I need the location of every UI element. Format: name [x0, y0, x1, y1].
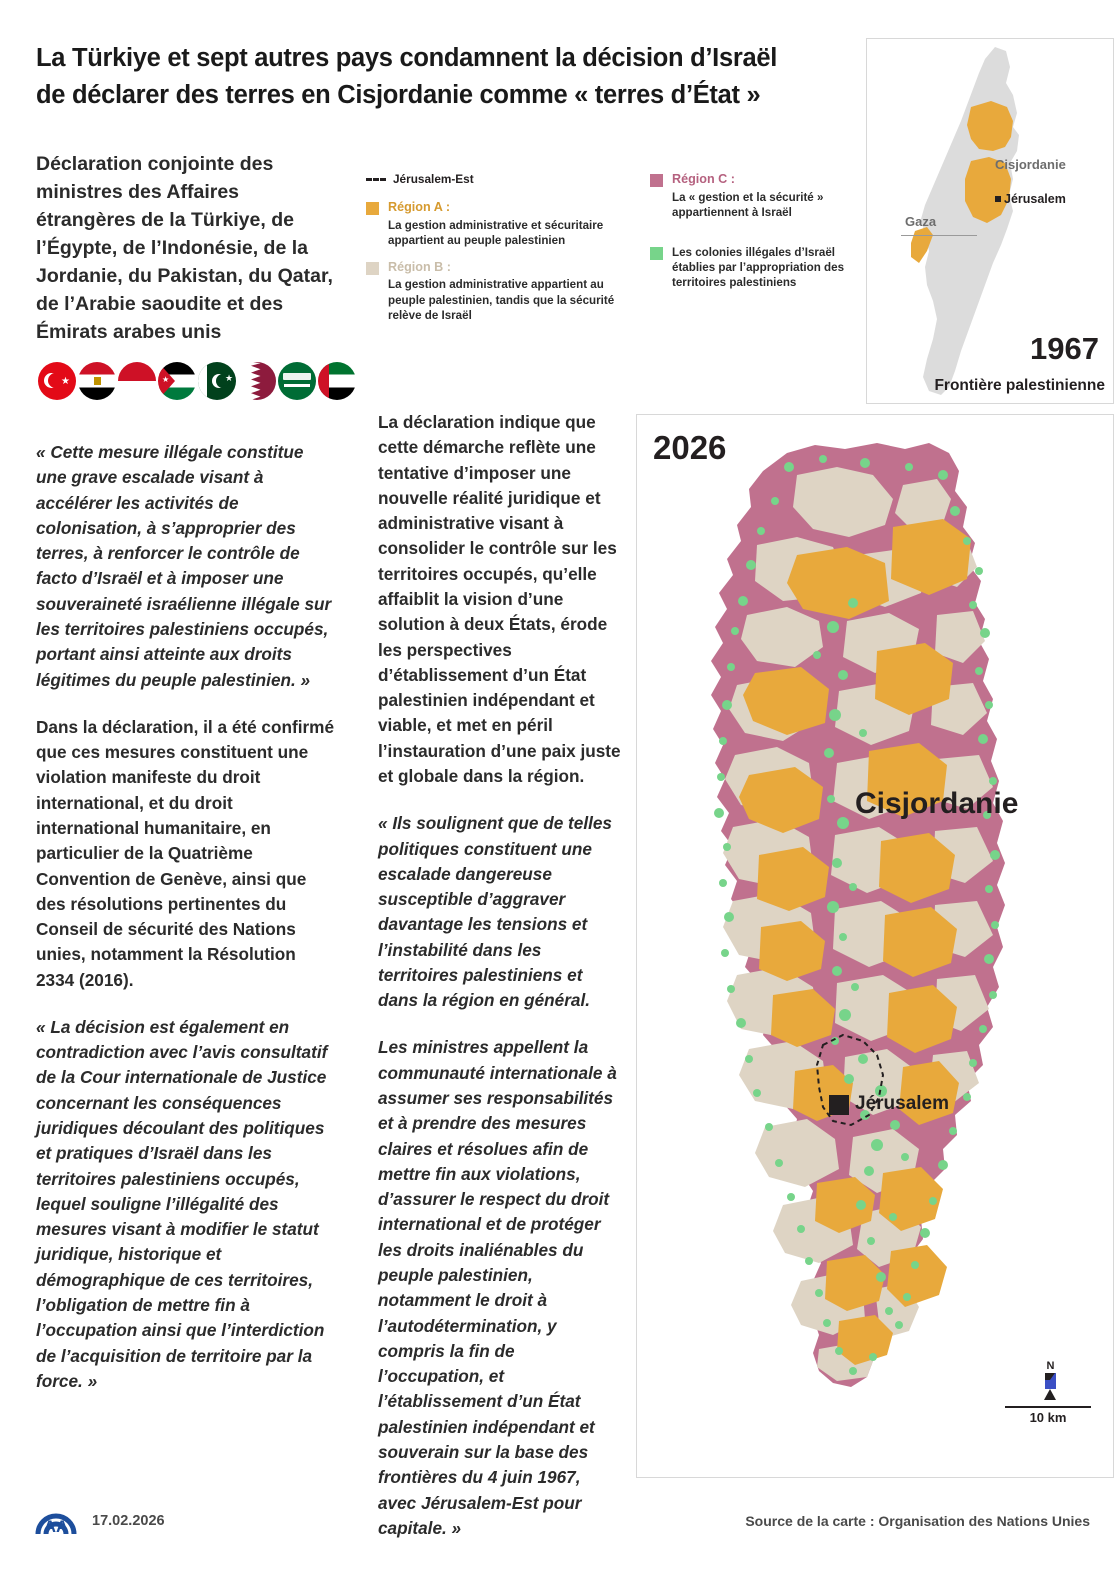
inset-caption: Frontière palestinienne [934, 377, 1105, 394]
publication-date: 17.02.2026 [92, 1513, 165, 1529]
inset-label-jerusalem: Jérusalem [1004, 192, 1066, 206]
anadolu-agency-logo [34, 1494, 78, 1538]
legend-item-region-b [366, 260, 636, 324]
map-jerusalem-marker-icon [829, 1095, 849, 1115]
saudi-arabia-flag [278, 362, 316, 400]
paragraph-mid-3: Les ministres appellent la communauté internationale à assumer ses responsabilités et à prendre des mesures claires et résolues afin de mettre fin aux violations, d’assurer le respect du droit international et de protéger les droits inaliénables du peuple palestinien, notamment le droit à l’autodétermination, y compris la fin de l’occupation, et l’établissement d’un État palestinien indépendant et souverain sur la base des frontières du 4 juin 1967, avec Jérusalem-Est pour capitale. » [378, 1037, 617, 1538]
legend-item-colonies [650, 245, 855, 291]
intro-text: Déclaration conjointe des ministres des Affaires étrangères de la Türkiye, de l’Égypte, de l’Indonésie, de la Jordanie, du Pakistan, du Qatar, de l’Arabie saoudite et des Émirats arabes unis [36, 153, 333, 344]
legend-desc-region-c: La « gestion et la sécurité » appartiennent à Israël [672, 190, 824, 220]
scale-bar-line [1005, 1406, 1091, 1408]
map-year-label: 2026 [653, 429, 727, 466]
scale-bar-label: 10 km [1029, 1410, 1067, 1425]
page-title-line-1: La Türkiye et sept autres pays condamnent la décision d’Israël [36, 44, 777, 72]
country-flags-row [38, 362, 356, 400]
dashed-line-icon [366, 178, 386, 181]
legend-desc-colonies: Les colonies illégales d’Israël établies par l’appropriation des territoires palestiniens [672, 245, 845, 290]
page-title [36, 40, 856, 114]
uae-flag [318, 362, 356, 400]
inset-label-gaza: Gaza [905, 214, 937, 229]
map-label-cisjordanie: Cisjordanie [855, 787, 1019, 820]
text-column-middle [378, 410, 623, 1563]
page-title-line-2: de déclarer des terres en Cisjordanie comme « terres d’État » [36, 80, 761, 109]
legend-item-region-c [650, 172, 855, 221]
legend-desc-region-b: La gestion administrative appartient au peuple palestinien, tandis que la sécurité relève de Israël [388, 278, 615, 323]
indonesia-flag [118, 362, 156, 400]
legend-item-jerusalem-est [366, 172, 636, 186]
legend-head-region-a: Région A : [388, 200, 451, 214]
egypt-flag [78, 362, 116, 400]
inset-jerusalem-marker-icon [995, 196, 1001, 202]
inset-year-label: 1967 [1030, 331, 1099, 366]
pakistan-flag: ★ [198, 362, 236, 400]
colonies-swatch-icon [650, 247, 663, 260]
legend-desc-region-a: La gestion administrative et sécuritaire appartient au peuple palestinien [388, 218, 604, 248]
north-arrow-label: N [1046, 1360, 1055, 1372]
legend-label-jerusalem-est: Jérusalem-Est [393, 172, 474, 186]
inset-map-1967 [866, 38, 1114, 404]
jordan-flag: ★ [158, 362, 196, 400]
region-a-swatch-icon [366, 202, 379, 215]
turkiye-flag: ★ [38, 362, 76, 400]
paragraph-left-1: « Cette mesure illégale constitue une grave escalade visant à accélérer les activités de colonisation, à s’approprier des terres, à renforcer le contrôle de facto d’Israël et à imposer une souveraineté israélienne illégale sur les territoires palestiniens occupés, portant ainsi atteinte aux droits légitimes du peuple palestinien. » [36, 442, 332, 690]
legend-group-left [366, 172, 636, 335]
paragraph-left-3: « La décision est également en contradiction avec l’avis consultatif de la Cour internationale de Justice concernant les conséquences juridiques découlant des politiques et pratiques d’Israël dans les territoires palestiniens occupés, lequel souligne l’illégalité des mesures visant à modifier le statut juridique, historique et démographique de ces territoires, l’obligation de mettre fin à l’occupation ainsi que l’interdiction de l’acquisition de territoire par la force. » [36, 1016, 328, 1391]
legend-head-region-c: Région C : [672, 172, 735, 186]
legend-head-region-b: Région B : [388, 259, 451, 274]
map-label-jerusalem: Jérusalem [855, 1093, 950, 1114]
main-map-2026 [636, 414, 1114, 1478]
paragraph-left-2: Dans la déclaration, il a été confirmé que ces mesures constituent une violation manifeste du droit international, et du droit international humanitaire, en particulier de la Quatrième Convention de Genève, ainsi que des résolutions pertinentes du Conseil de sécurité des Nations unies, notamment la Résolution 2334 (2016). [36, 716, 335, 990]
north-arrow-icon [1045, 1360, 1056, 1389]
text-column-left [36, 440, 336, 1416]
svg-text:AA: AA [43, 1517, 69, 1536]
paragraph-mid-1: La déclaration indique que cette démarche reflète une tentative d’imposer une nouvelle réalité juridique et administrative visant à consolider le contrôle sur les territoires occupés, qu’elle affaiblit la vision d’une solution à deux États, érode les perspectives d’établissement d’un État palestinien indépendant et viable, et met en péril l’instauration d’une paix juste et globale dans la région. [378, 412, 621, 786]
qatar-flag [238, 362, 276, 400]
legend-group-right [650, 172, 855, 302]
region-c-swatch-icon [650, 174, 663, 187]
main-map-svg [637, 415, 1113, 1477]
inset-gaza-leader-line [901, 235, 977, 236]
legend-item-region-a [366, 200, 636, 249]
region-b-swatch-icon [366, 262, 379, 275]
map-scale-bar [1005, 1406, 1091, 1425]
paragraph-mid-2: « Ils soulignent que de telles politiques constituent une escalade dangereuse susceptible d’aggraver davantage les tensions et l’instabilité dans les territoires palestiniens et dans la région en général. [378, 813, 612, 1011]
inset-label-cisjordanie: Cisjordanie [995, 157, 1066, 172]
map-source-credit: Source de la carte : Organisation des Nations Unies [745, 1513, 1090, 1529]
aa-logo-svg [34, 1494, 78, 1538]
